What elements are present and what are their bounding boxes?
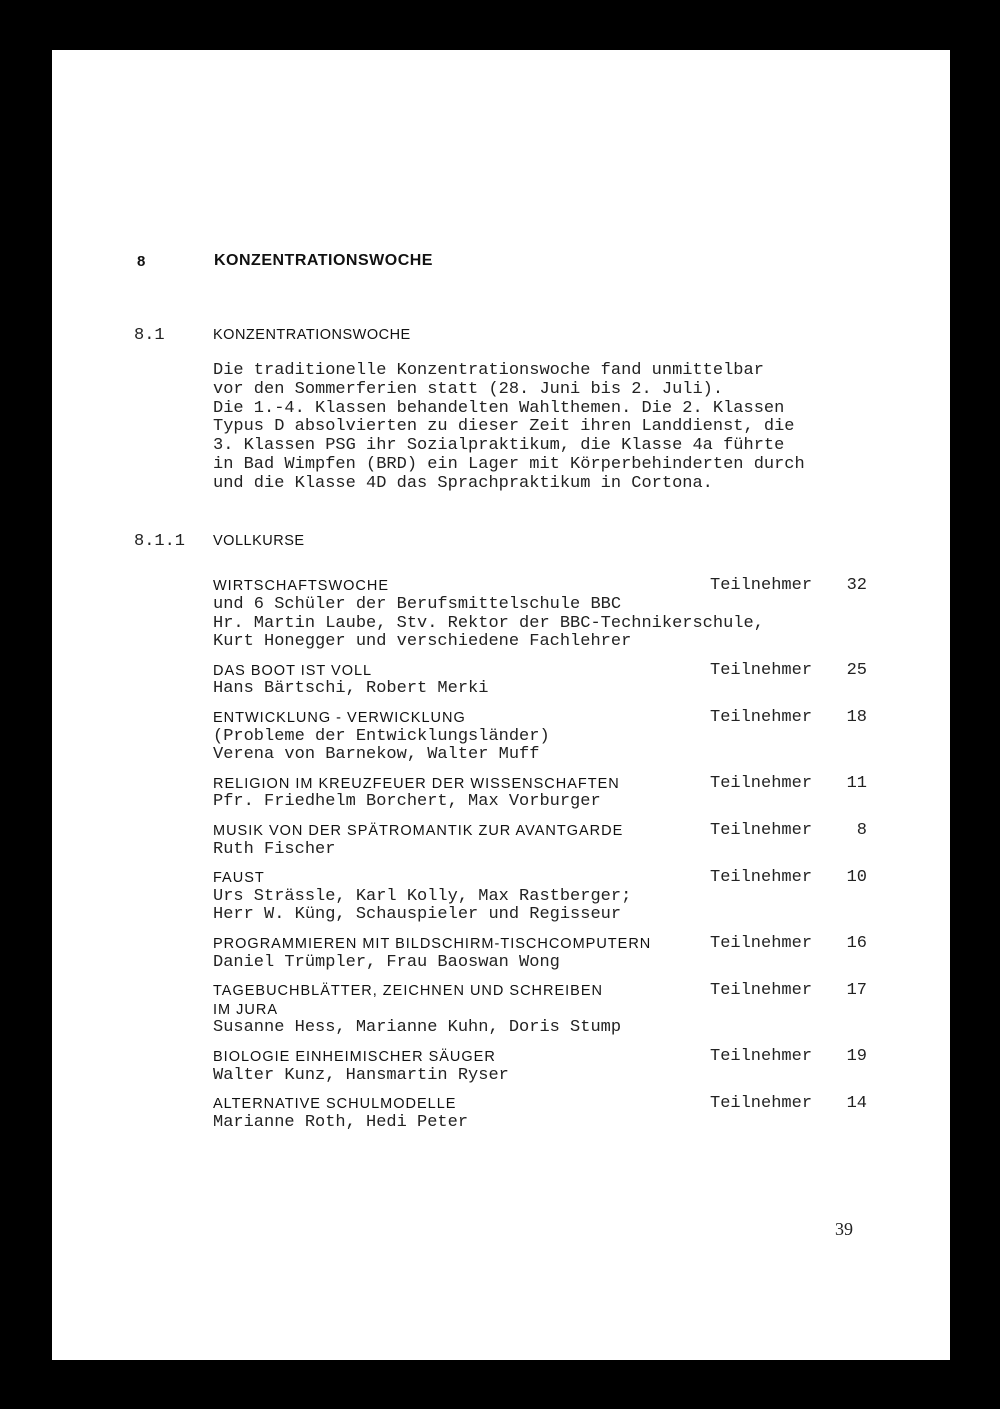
course-detail: Kurt Honegger und verschiedene Fachlehrer: [213, 632, 632, 652]
subsection-title: VOLLKURSE: [213, 533, 305, 549]
paragraph-line: 3. Klassen PSG ihr Sozialpraktikum, die Klasse 4a führte: [213, 436, 785, 456]
course-entry: [213, 982, 873, 1038]
section-paragraph: [213, 362, 893, 494]
course-entry: [213, 577, 873, 652]
course-detail: Verena von Barnekow, Walter Muff: [213, 745, 540, 765]
paragraph-line: in Bad Wimpfen (BRD) ein Lager mit Körperbehinderten durch: [213, 454, 805, 474]
course-title: BIOLOGIE EINHEIMISCHER SÄUGER: [213, 1048, 496, 1065]
course-entry: [213, 935, 873, 973]
course-title: DAS BOOT IST VOLL: [213, 662, 373, 679]
participant-count: 17: [846, 980, 867, 1000]
participant-count: 8: [856, 820, 867, 840]
course-detail: (Probleme der Entwicklungsländer): [213, 726, 550, 746]
course-title: FAUST: [213, 869, 265, 886]
course-title: WIRTSCHAFTSWOCHE: [213, 578, 390, 594]
course-detail: Ruth Fischer: [213, 839, 336, 859]
section-number: 8.1: [134, 326, 165, 345]
paragraph-line: Die traditionelle Konzentrationswoche fand unmittelbar: [213, 361, 764, 380]
paragraph-line: vor den Sommerferien statt (28. Juni bis 2. Juli).: [213, 379, 724, 399]
paragraph-line: Die 1.-4. Klassen behandelten Wahlthemen. Die 2. Klassen: [213, 398, 785, 418]
course-detail: Susanne Hess, Marianne Kuhn, Doris Stump: [213, 1018, 622, 1038]
participants-label: Teilnehmer: [710, 820, 813, 840]
course-title-continued: IM JURA: [213, 1001, 278, 1018]
course-title: RELIGION IM KREUZFEUER DER WISSENSCHAFTEN: [213, 775, 620, 792]
course-entry: [213, 1048, 873, 1086]
participants-label: Teilnehmer: [710, 707, 813, 727]
page-number: 39: [835, 1219, 853, 1239]
participants-label: Teilnehmer: [710, 660, 813, 680]
course-entry: [213, 775, 873, 813]
section-title: KONZENTRATIONSWOCHE: [213, 327, 411, 343]
course-detail: Herr W. Küng, Schauspieler und Regisseur: [213, 905, 622, 925]
participant-count: 14: [846, 1093, 867, 1113]
participants-label: Teilnehmer: [710, 867, 813, 887]
course-title: ALTERNATIVE SCHULMODELLE: [213, 1095, 457, 1112]
participant-count: 18: [846, 707, 867, 727]
course-detail: Daniel Trümpler, Frau Baoswan Wong: [213, 952, 560, 972]
participant-count: 16: [846, 933, 867, 953]
chapter-title: KONZENTRATIONSWOCHE: [214, 252, 433, 269]
course-entry: [213, 662, 873, 700]
participants-label: Teilnehmer: [710, 576, 813, 595]
course-entry: [213, 869, 873, 925]
course-entry: [213, 709, 873, 765]
paragraph-line: und die Klasse 4D das Sprachpraktikum in Cortona.: [213, 473, 713, 493]
course-entry: [213, 822, 873, 860]
participants-label: Teilnehmer: [710, 773, 813, 793]
subsection-number: 8.1.1: [134, 532, 186, 551]
course-title: MUSIK VON DER SPÄTROMANTIK ZUR AVANTGARDE: [213, 822, 624, 839]
course-list: [213, 577, 873, 1142]
course-detail: Walter Kunz, Hansmartin Ryser: [213, 1065, 509, 1085]
course-title: PROGRAMMIEREN MIT BILDSCHIRM-TISCHCOMPUTERN: [213, 935, 652, 952]
chapter-number: 8: [137, 253, 146, 270]
course-detail: Hans Bärtschi, Robert Merki: [213, 679, 489, 699]
course-entry: [213, 1095, 873, 1133]
participant-count: 10: [846, 867, 867, 887]
course-title: TAGEBUCHBLÄTTER, ZEICHNEN UND SCHREIBEN: [213, 982, 603, 999]
course-detail: Urs Strässle, Karl Kolly, Max Rastberger;: [213, 886, 632, 906]
participants-label: Teilnehmer: [710, 1093, 813, 1113]
participant-count: 19: [846, 1046, 867, 1066]
course-detail: Hr. Martin Laube, Stv. Rektor der BBC-Technikerschule,: [213, 613, 764, 633]
course-detail: Marianne Roth, Hedi Peter: [213, 1112, 469, 1132]
participants-label: Teilnehmer: [710, 980, 813, 1000]
participant-count: 32: [846, 576, 867, 595]
participant-count: 11: [846, 773, 867, 793]
participants-label: Teilnehmer: [710, 933, 813, 953]
course-detail: und 6 Schüler der Berufsmittelschule BBC: [213, 594, 622, 614]
document-page: [52, 50, 950, 1360]
course-title: ENTWICKLUNG - VERWICKLUNG: [213, 709, 466, 726]
course-detail: Pfr. Friedhelm Borchert, Max Vorburger: [213, 792, 601, 812]
paragraph-line: Typus D absolvierten zu dieser Zeit ihren Landdienst, die: [213, 417, 795, 437]
participants-label: Teilnehmer: [710, 1046, 813, 1066]
participant-count: 25: [846, 660, 867, 680]
